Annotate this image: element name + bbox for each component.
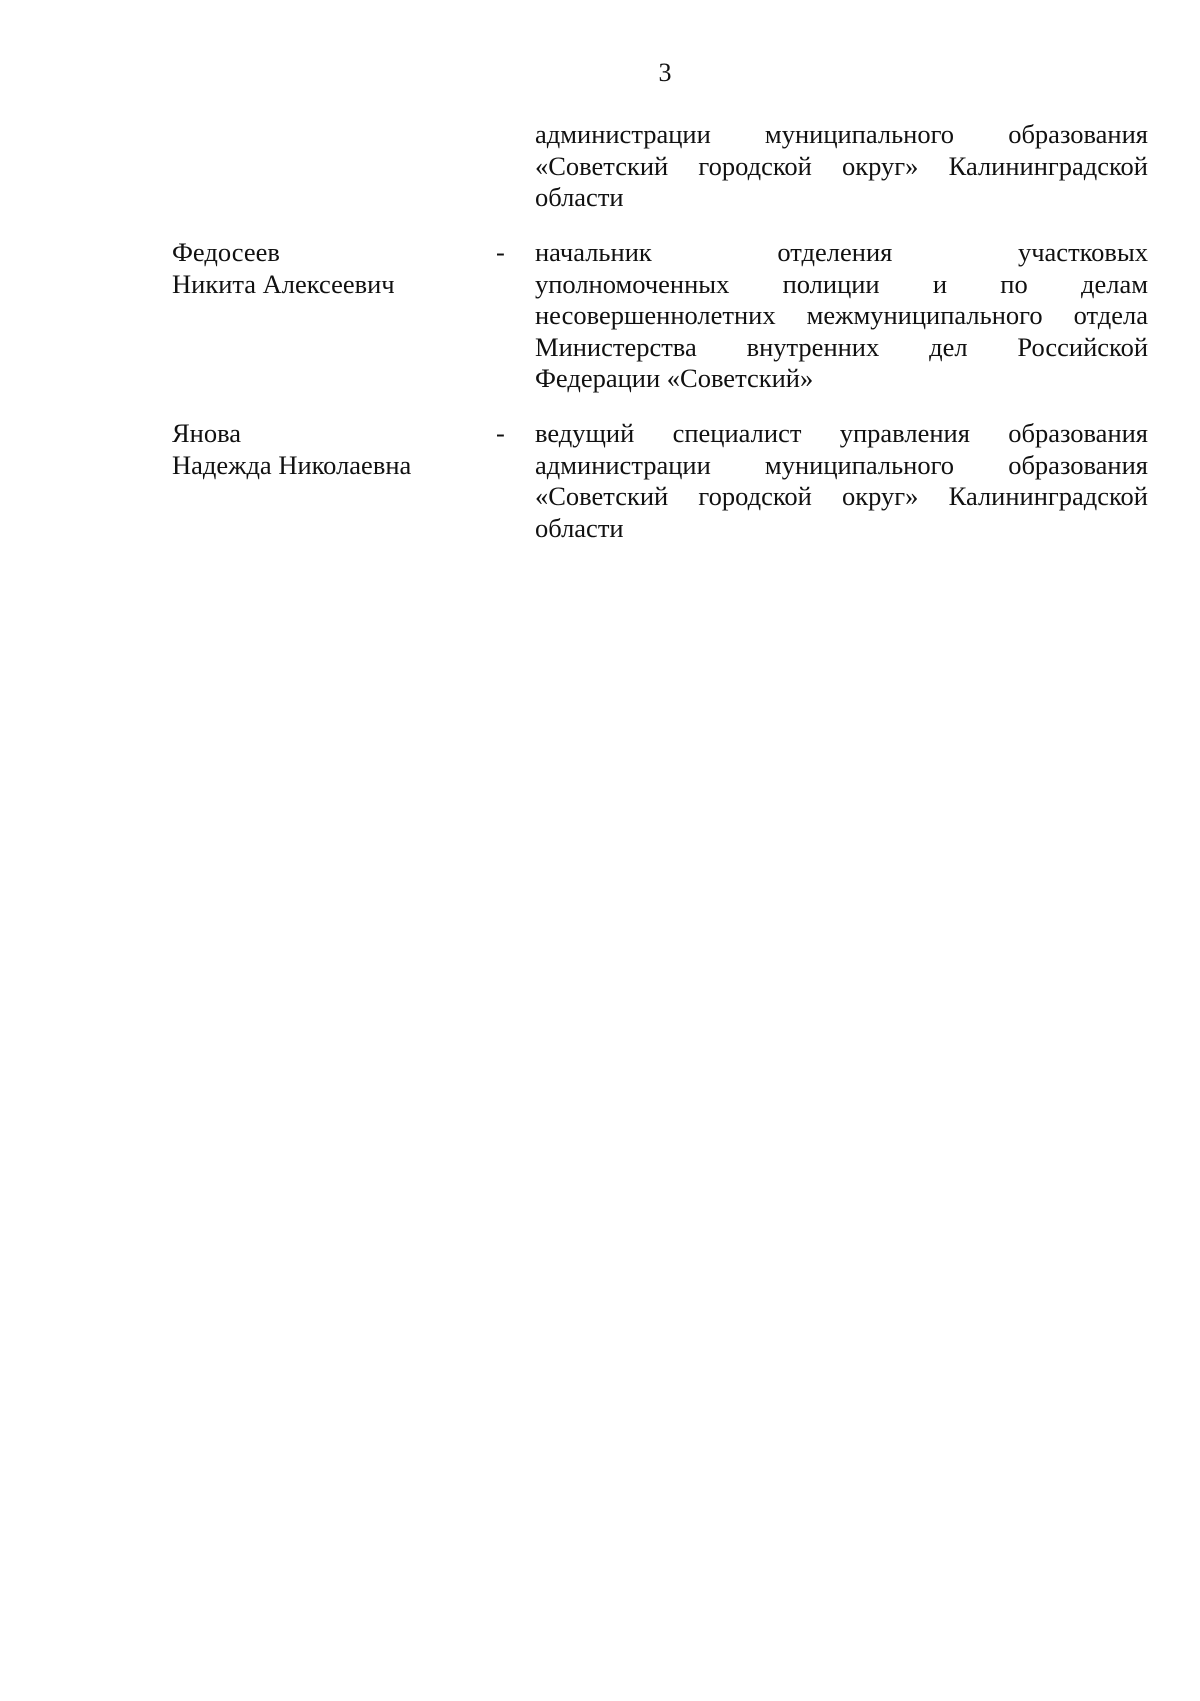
member-given-names: Надежда Николаевна — [172, 449, 412, 480]
member-entry-fedoseev — [172, 237, 1148, 397]
position-line: «Советский городской округ» Калининградской — [535, 481, 1148, 511]
position-line: Федерации «Советский» — [535, 363, 814, 393]
position-line: области — [535, 182, 624, 212]
dash-separator: - — [496, 237, 505, 267]
dash-separator: - — [496, 418, 505, 448]
member-entry-yanova — [172, 418, 1148, 548]
member-given-names: Никита Алексеевич — [172, 268, 395, 299]
member-position — [535, 418, 1148, 544]
continued-position-text — [535, 119, 1148, 214]
position-line: начальник отделения участковых — [535, 237, 1148, 267]
position-line: несовершеннолетних межмуниципального отдела — [535, 300, 1148, 330]
member-position — [535, 237, 1148, 395]
position-line: «Советский городской округ» Калининградской — [535, 150, 1148, 181]
member-surname: Федосеев — [172, 237, 280, 267]
page-number: 3 — [658, 58, 672, 87]
position-line: администрации муниципального образования — [535, 119, 1148, 149]
member-surname: Янова — [172, 418, 242, 448]
position-line: уполномоченных полиции и по делам — [535, 268, 1148, 299]
position-line: администрации муниципального образования — [535, 449, 1148, 480]
position-line: Министерства внутренних дел Российской — [535, 331, 1148, 362]
member-name — [172, 237, 472, 300]
position-line: ведущий специалист управления образования — [535, 418, 1148, 448]
position-line: области — [535, 512, 624, 543]
member-name — [172, 418, 472, 481]
